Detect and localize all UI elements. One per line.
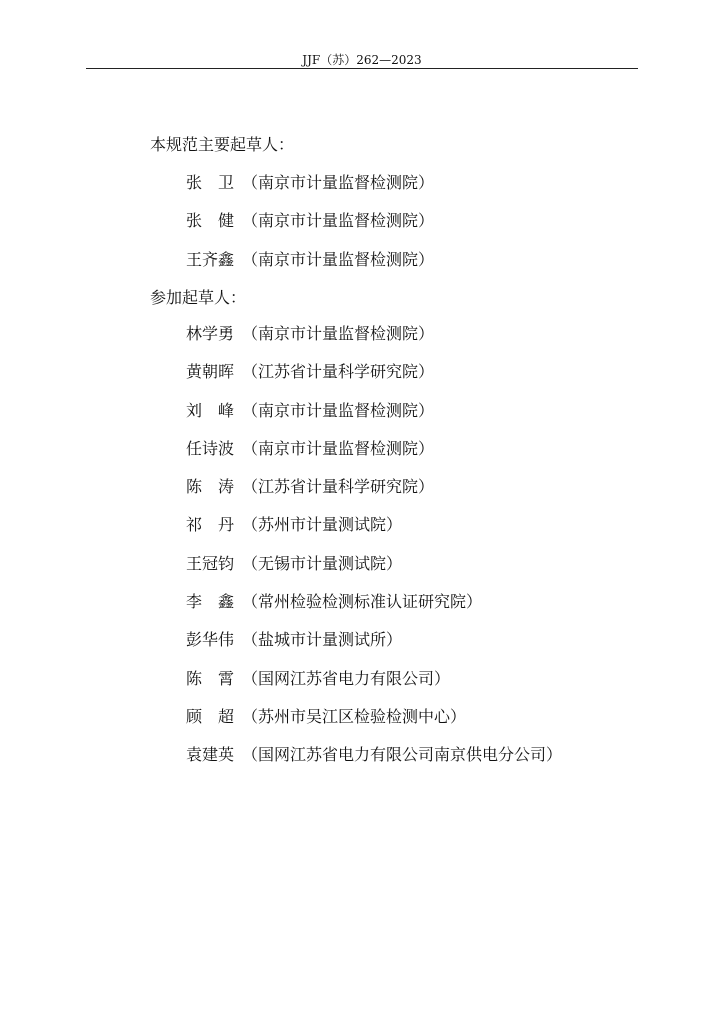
- drafter-entry: [186, 173, 434, 211]
- drafter-name: 张 卫: [186, 173, 235, 192]
- participant-org: （国网江苏省电力有限公司南京供电分公司）: [242, 745, 563, 765]
- drafter-org: （南京市计量监督检测院）: [242, 173, 435, 192]
- participant-name: 袁建英: [186, 745, 235, 765]
- drafter-entry: [186, 250, 434, 288]
- participant-entry: [186, 554, 562, 592]
- participant-entry: [186, 707, 562, 745]
- drafter-name: 张 健: [186, 211, 235, 231]
- drafter-name: 王齐鑫: [186, 249, 235, 269]
- drafter-org: （南京市计量监督检测院）: [242, 249, 435, 269]
- participant-name: 祁 丹: [186, 515, 235, 535]
- participant-org: （南京市计量监督检测院）: [242, 324, 435, 343]
- participants-heading: 参加起草人：: [150, 288, 247, 307]
- participant-name: 王冠钧: [186, 553, 235, 573]
- page-header: JJF（苏）262—2023: [302, 53, 422, 67]
- participant-org: （南京市计量监督检测院）: [242, 438, 435, 458]
- main-drafters-heading: 本规范主要起草人：: [150, 135, 295, 154]
- participant-name: 陈 涛: [186, 477, 235, 497]
- participant-name: 彭华伟: [186, 630, 235, 650]
- drafter-org: （南京市计量监督检测院）: [242, 211, 435, 231]
- participant-org: （江苏省计量科学研究院）: [242, 362, 435, 382]
- main-drafters-list: [186, 173, 434, 288]
- participant-entry: [186, 630, 562, 668]
- drafter-entry: [186, 211, 434, 249]
- participant-name: 顾 超: [186, 706, 235, 726]
- participant-org: （江苏省计量科学研究院）: [242, 477, 435, 497]
- participant-name: 李 鑫: [186, 592, 235, 612]
- participant-org: （国网江苏省电力有限公司）: [242, 668, 451, 688]
- participant-entry: [186, 592, 562, 630]
- participant-entry: [186, 515, 562, 553]
- participant-entry: [186, 745, 562, 783]
- participant-name: 林学勇: [186, 324, 235, 343]
- participant-org: （苏州市计量测试院）: [242, 515, 403, 535]
- participant-entry: [186, 401, 562, 439]
- participant-entry: [186, 362, 562, 400]
- participant-name: 刘 峰: [186, 400, 235, 420]
- header-divider: [86, 68, 638, 69]
- participant-name: 陈 霄: [186, 668, 235, 688]
- participants-list: [186, 324, 562, 784]
- participant-entry: [186, 669, 562, 707]
- participant-entry: [186, 324, 562, 362]
- participant-org: （常州检验检测标准认证研究院）: [242, 592, 483, 612]
- participant-org: （盐城市计量测试所）: [242, 630, 403, 650]
- participant-org: （南京市计量监督检测院）: [242, 400, 435, 420]
- participant-name: 任诗波: [186, 438, 235, 458]
- participant-org: （苏州市吴江区检验检测中心）: [242, 706, 467, 726]
- participant-entry: [186, 477, 562, 515]
- participant-name: 黄朝晖: [186, 362, 235, 382]
- participant-entry: [186, 439, 562, 477]
- participant-org: （无锡市计量测试院）: [242, 553, 403, 573]
